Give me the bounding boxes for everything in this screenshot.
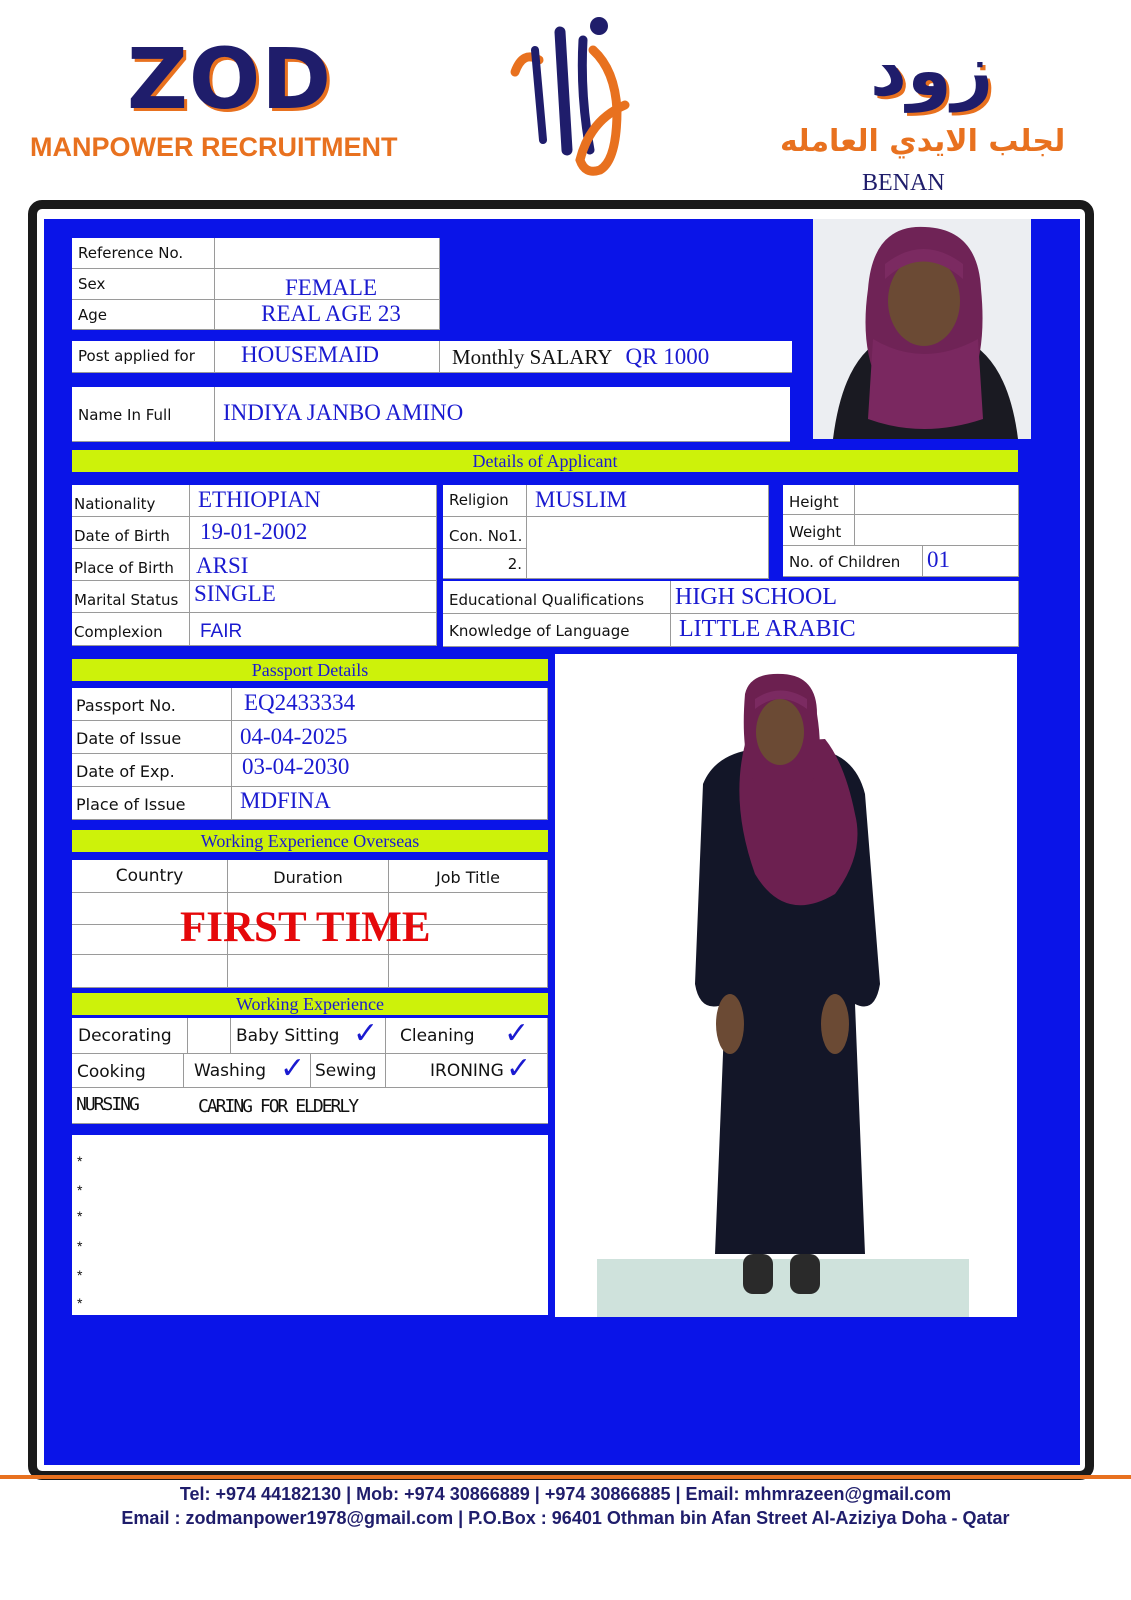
branch-name: BENAN (862, 170, 945, 196)
name-label: Name In Full (78, 406, 172, 424)
sex-label: Sex (78, 275, 106, 293)
job-title-header: Job Title (435, 868, 501, 887)
skill-washing: Washing (194, 1061, 267, 1081)
skill-cleaning: Cleaning (400, 1026, 475, 1046)
pob-value: ARSI (196, 553, 249, 578)
footer-line-1: Tel: +974 44182130 | Mob: +974 30866889 | +974 30866885 | Email: mhmrazeen@gmail.com (179, 1484, 952, 1504)
issue-place-label: Place of Issue (76, 795, 186, 814)
issue-date-value: 04-04-2025 (240, 724, 348, 749)
footer-line-2: Email : zodmanpower1978@gmail.com | P.O.Box : 96401 Othman bin Afan Street Al-Aziziya Doha - Qatar (121, 1508, 1010, 1528)
details-right-table (783, 485, 1019, 577)
expiry-date-label: Date of Exp. (76, 762, 175, 781)
age-label: Age (78, 306, 108, 324)
overseas-header: Working Experience Overseas (72, 830, 548, 852)
children-value: 01 (927, 547, 950, 572)
washing-check-icon: ✓ (280, 1054, 306, 1086)
age-value: REAL AGE 23 (261, 301, 401, 326)
brand-logo-text: ZOD (127, 30, 333, 128)
marital-value: SINGLE (194, 581, 276, 606)
full-body-photo (555, 654, 1017, 1317)
skill-ironing: IRONING (430, 1061, 504, 1081)
name-row (72, 387, 790, 442)
name-value: INDIYA JANBO AMINO (223, 400, 464, 425)
details-header: Details of Applicant (72, 450, 1018, 472)
footer-divider (0, 1475, 1131, 1479)
issue-place-value: MDFINA (240, 788, 331, 813)
sex-value: FEMALE (285, 275, 377, 300)
education-value: HIGH SCHOOL (675, 584, 837, 610)
skill-decorating: Decorating (78, 1026, 172, 1046)
note-bullet: * (77, 1208, 83, 1224)
pob-label: Place of Birth (74, 559, 174, 577)
skill-baby-sitting: Baby Sitting (236, 1026, 340, 1046)
language-label: Knowledge of Language (449, 622, 630, 640)
post-value: HOUSEMAID (241, 342, 379, 367)
note-bullet: * (77, 1267, 83, 1283)
education-label: Educational Qualifications (449, 591, 645, 609)
skills-table (72, 1018, 548, 1124)
passport-header: Passport Details (72, 659, 548, 681)
dob-label: Date of Birth (74, 527, 170, 545)
passport-no-value: EQ2433334 (244, 690, 356, 715)
note-bullet: * (77, 1238, 83, 1254)
language-value: LITTLE ARABIC (679, 616, 856, 642)
ironing-check-icon: ✓ (506, 1054, 532, 1086)
baby-sitting-check-icon: ✓ (353, 1018, 379, 1051)
brand-arabic-name: زود (870, 28, 994, 112)
top-info-table (72, 238, 440, 330)
details-middle-table (443, 485, 769, 579)
country-header: Country (115, 866, 184, 886)
religion-label: Religion (449, 491, 509, 509)
salary-label: Monthly SALARY (452, 345, 613, 369)
company-logo-icon (505, 10, 655, 185)
salary-value: QR 1000 (625, 344, 710, 369)
complexion-value: FAIR (200, 621, 243, 642)
cleaning-check-icon: ✓ (504, 1018, 530, 1051)
con2-label: 2. (507, 555, 522, 573)
passport-table (72, 688, 548, 820)
skill-sewing: Sewing (315, 1061, 377, 1081)
notes-box (72, 1135, 548, 1315)
marital-label: Marital Status (74, 591, 179, 609)
passport-no-label: Passport No. (76, 696, 176, 715)
skill-nursing: NURSING (76, 1094, 138, 1115)
note-bullet: * (77, 1182, 83, 1198)
expiry-date-value: 03-04-2030 (242, 754, 350, 779)
brand-arabic-subtitle: لجلب الايدي العامله (780, 124, 1066, 159)
portrait-photo (813, 219, 1031, 439)
note-bullet: * (77, 1153, 83, 1169)
nationality-value: ETHIOPIAN (198, 487, 321, 512)
con1-label: Con. No1. (449, 527, 523, 545)
children-label: No. of Children (789, 553, 901, 571)
brand-subtitle: MANPOWER RECRUITMENT (30, 132, 398, 162)
skill-cooking: Cooking (77, 1062, 146, 1082)
height-label: Height (789, 493, 839, 511)
education-table (443, 581, 1019, 647)
religion-value: MUSLIM (535, 487, 628, 512)
weight-label: Weight (789, 523, 842, 541)
duration-header: Duration (273, 868, 343, 887)
nationality-label: Nationality (74, 495, 156, 513)
portrait-photo-icon (813, 219, 1031, 439)
note-bullet: * (77, 1295, 83, 1311)
reference-label: Reference No. (78, 244, 184, 262)
post-label: Post applied for (78, 347, 195, 365)
overseas-table (72, 860, 548, 988)
skill-caring-elderly: CARING FOR ELDERLY (198, 1096, 358, 1117)
skills-header: Working Experience (72, 993, 548, 1015)
first-time-stamp: FIRST TIME (180, 904, 431, 951)
dob-value: 19-01-2002 (200, 519, 308, 544)
issue-date-label: Date of Issue (76, 729, 182, 748)
full-body-photo-icon (555, 654, 1017, 1317)
post-row (72, 341, 792, 373)
details-left-table (72, 485, 437, 646)
complexion-label: Complexion (74, 623, 163, 641)
